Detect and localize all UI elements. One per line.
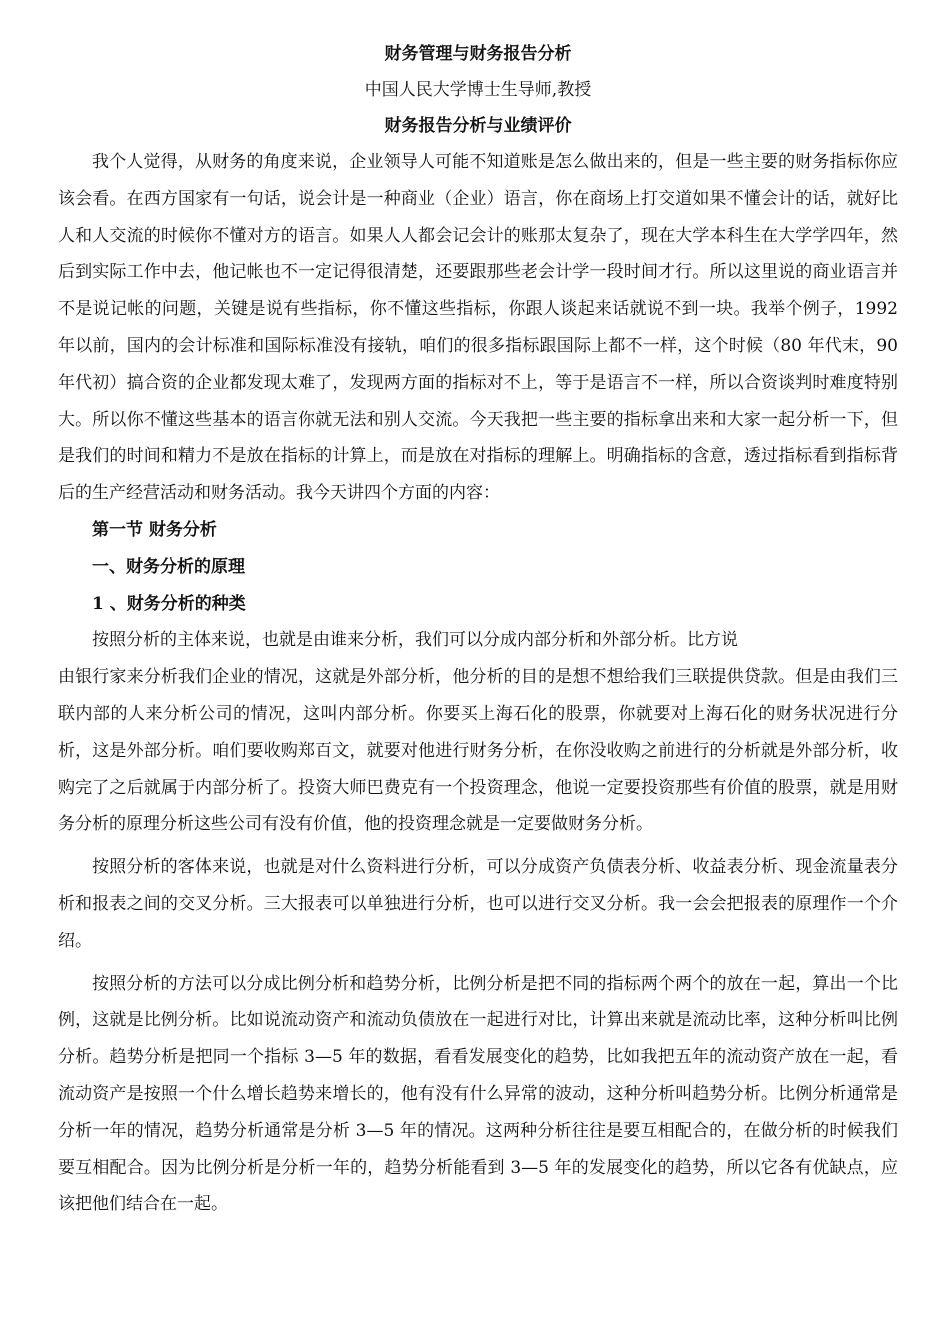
- subsection-heading: 一、财务分析的原理: [92, 556, 245, 577]
- document-page: [58, 36, 898, 1223]
- object-paragraph: 按照分析的客体来说，也就是对什么资料进行分析，可以分成资产负债表分析、收益表分析、现金流量表分析和报表之间的交叉分析。三大报表可以单独进行分析，也可以进行交叉分析。我一会会把报表的原理作一个介绍。: [58, 857, 898, 951]
- subject-paragraph-body: 由银行家来分析我们企业的情况，这就是外部分析，他分析的目的是想不想给我们三联提供贷款。但是由我们三联内部的人来分析公司的情况，这叫内部分析。你要买上海石化的股票，你就要对上海石化的财务状况进行分析，这是外部分析。咱们要收购郑百文，就要对他进行财务分析，在你没收购之前进行的分析就是外部分析，收购完了之后就属于内部分析了。投资大师巴费克有一个投资理念，他说一定要投资那些有价值的股票，就是用财务分析的原理分析这些公司有没有价值，他的投资理念就是一定要做财务分析。: [58, 667, 898, 835]
- document-author: 中国人民大学博士生导师,教授: [364, 80, 592, 100]
- method-paragraph: 按照分析的方法可以分成比例分析和趋势分析，比例分析是把不同的指标两个两个的放在一起，算出一个比例，这就是比例分析。比如说流动资产和流动负债放在一起进行对比，计算出来就是流动比率，这种分析叫比例分析。趋势分析是把同一个指标 3—5 年的数据，看看发展变化的趋势，比如我把五年的流动资产放在一起，看流动资产是按照一个什么增长趋势来增长的，他有没有什么异常的波动，这种分析叫趋势分析。比例分析通常是分析一年的情况，趋势分析通常是分析 3—5 年的情况。这两种分析往往是要互相配合的，在做分析的时候我们要互相配合。因为比例分析是分析一年的，趋势分析能看到 3—5 年的发展变化的趋势，所以它各有优缺点，应该把他们结合在一起。: [58, 973, 898, 1215]
- document-subtitle: 财务报告分析与业绩评价: [384, 116, 572, 136]
- intro-paragraph: 我个人觉得，从财务的角度来说，企业领导人可能不知道账是怎么做出来的，但是一些主要的财务指标你应该会看。在西方国家有一句话，说会计是一种商业（企业）语言，你在商场上打交道如果不懂会计的话，就好比人和人交流的时候你不懂对方的语言。如果人人都会记会计的账那太复杂了，现在大学本科生在大学学四年，然后到实际工作中去，他记帐也不一定记得很清楚，还要跟那些老会计学一段时间才行。所以这里说的商业语言并不是说记帐的问题，关键是说有些指标，你不懂这些指标，你跟人谈起来话就说不到一块。我举个例子，1992 年以前，国内的会计标准和国际标准没有接轨，咱们的很多指标跟国际上都不一样，这个时候（80 年代末，90 年代初）搞合资的企业都发现太难了，发现两方面的指标对不上，等于是语言不一样，所以合资谈判时难度特别大。所以你不懂这些基本的语言你就无法和别人交流。今天我把一些主要的指标拿出来和大家一起分析一下，但是我们的时间和精力不是放在指标的计算上，而是放在对指标的理解上。明确指标的含意，透过指标看到指标背后的生产经营活动和财务活动。我今天讲四个方面的内容：: [58, 152, 898, 504]
- subject-paragraph-line1: 按照分析的主体来说，也就是由谁来分析，我们可以分成内部分析和外部分析。比方说: [92, 630, 738, 651]
- document-title: 财务管理与财务报告分析: [384, 44, 572, 64]
- section-heading: 第一节 财务分析: [92, 519, 217, 540]
- subsubsection-heading: 1 、财务分析的种类: [92, 593, 246, 614]
